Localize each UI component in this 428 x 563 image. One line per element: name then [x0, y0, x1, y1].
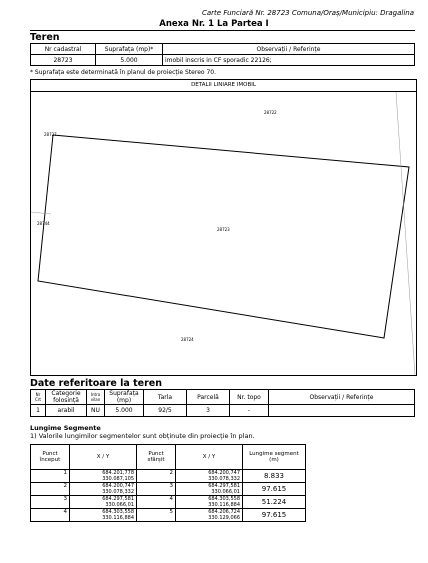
- segments-table: [30, 444, 306, 522]
- column-header: Tarla: [144, 390, 187, 405]
- column-header: Observații / Referințe: [269, 390, 415, 405]
- end-point: 5: [137, 509, 176, 522]
- coord-x: 684.297,581: [102, 496, 134, 502]
- categorie-cell: arabil: [46, 405, 87, 417]
- coord-y: 330.087,105: [102, 476, 134, 482]
- end-point: 3: [137, 483, 176, 496]
- nr-crt-cell: 1: [31, 405, 46, 417]
- column-header: Punct început: [31, 445, 70, 470]
- lungime-title: Lungime Segmente: [30, 424, 101, 432]
- table-header-row: [31, 44, 415, 55]
- start-coordinates: [70, 509, 137, 522]
- observatii-cell: [269, 405, 415, 417]
- column-header: X / Y: [70, 445, 137, 470]
- segment-length: 51.224: [243, 496, 306, 509]
- teren-section-title: Teren: [30, 32, 60, 43]
- intravilan-cell: NU: [87, 405, 105, 417]
- segment-length: 97.615: [243, 483, 306, 496]
- end-coordinates: [176, 483, 243, 496]
- start-coordinates: [70, 470, 137, 483]
- coord-y: 330.066,01: [105, 502, 134, 508]
- coord-x: 684.206,724: [208, 509, 240, 515]
- tarla-cell: 92/5: [144, 405, 187, 417]
- end-coordinates: [176, 470, 243, 483]
- column-header: X / Y: [176, 445, 243, 470]
- start-point: 2: [31, 483, 70, 496]
- coord-y: 330.078,332: [102, 489, 134, 495]
- table-header-row: [31, 445, 306, 470]
- column-header: Nr Crt: [31, 390, 46, 405]
- neighbor-label-bottom: 28724: [181, 337, 194, 342]
- coord-x: 684.303,558: [102, 509, 134, 515]
- neighbor-label-top: 28722: [264, 110, 277, 115]
- parcela-cell: 3: [187, 405, 230, 417]
- referitoare-table: [30, 389, 415, 417]
- end-point: 4: [137, 496, 176, 509]
- observatii-cell: imobil inscris in CF sporadic 22126;: [163, 55, 415, 66]
- table-row: [31, 496, 306, 509]
- start-point: 3: [31, 496, 70, 509]
- coord-y: 330.078,332: [208, 476, 240, 482]
- neighbor-label-left: 28727: [44, 132, 57, 137]
- coord-y: 330.116,884: [208, 502, 240, 508]
- document-header: Carte Funciară Nr. 28723 Comuna/Oraș/Municipiu: Dragalina: [202, 9, 414, 17]
- coord-x: 684.200,747: [102, 483, 134, 489]
- column-header: Categorie folosință: [46, 390, 87, 405]
- column-header: Observații / Referințe: [163, 44, 415, 55]
- start-coordinates: [70, 483, 137, 496]
- parcel-drawing: [30, 79, 417, 376]
- teren-table: [30, 43, 415, 66]
- column-header: Nr cadastral: [31, 44, 96, 55]
- column-header: Nr. topo: [230, 390, 269, 405]
- end-coordinates: [176, 496, 243, 509]
- coord-x: 684.303,558: [208, 496, 240, 502]
- column-header: Punct sfârșit: [137, 445, 176, 470]
- segment-length: 97.615: [243, 509, 306, 522]
- column-header: Parcelă: [187, 390, 230, 405]
- parcel-label: 28723: [217, 227, 230, 232]
- column-header: Lungime segment (m): [243, 445, 306, 470]
- coord-y: 330.116,884: [102, 515, 134, 521]
- end-coordinates: [176, 509, 243, 522]
- footnote: * Suprafața este determinată în planul de proiecție Stereo 70.: [30, 69, 217, 76]
- start-point: 1: [31, 470, 70, 483]
- table-row: [31, 405, 415, 417]
- neighbor-label-left-mid: 28744: [37, 221, 50, 226]
- lungime-subtitle: 1) Valorile lungimilor segmentelor sunt obținute din proiecție în plan.: [30, 432, 255, 440]
- nr-cadastral-cell: 28723: [31, 55, 96, 66]
- parcel-plan: [31, 92, 416, 375]
- coord-x: 684.200,747: [208, 470, 240, 476]
- neighbor-boundary: [31, 212, 51, 214]
- referitoare-section-title: Date referitoare la teren: [30, 378, 162, 389]
- coord-y: 330.129,066: [208, 515, 240, 521]
- segment-length: 8.833: [243, 470, 306, 483]
- column-header: Suprafața (mp): [105, 390, 144, 405]
- coord-x: 684.201,778: [102, 470, 134, 476]
- topo-cell: -: [230, 405, 269, 417]
- table-row: [31, 470, 306, 483]
- start-point: 4: [31, 509, 70, 522]
- parcel-outline: [38, 135, 409, 338]
- table-row: [31, 483, 306, 496]
- suprafata-cell: 5.000: [96, 55, 163, 66]
- column-header: Suprafața (mp)*: [96, 44, 163, 55]
- coord-x: 684.297,581: [208, 483, 240, 489]
- suprafata-cell: 5.000: [105, 405, 144, 417]
- coord-y: 330.066,01: [211, 489, 240, 495]
- table-header-row: [31, 390, 415, 405]
- start-coordinates: [70, 496, 137, 509]
- drawing-title: DETALII LINIARE IMOBIL: [31, 80, 416, 92]
- end-point: 2: [137, 470, 176, 483]
- title-divider: [30, 30, 415, 31]
- table-row: [31, 509, 306, 522]
- annex-title: Anexa Nr. 1 La Partea I: [159, 19, 269, 29]
- column-header: Intra vilan: [87, 390, 105, 405]
- table-row: [31, 55, 415, 66]
